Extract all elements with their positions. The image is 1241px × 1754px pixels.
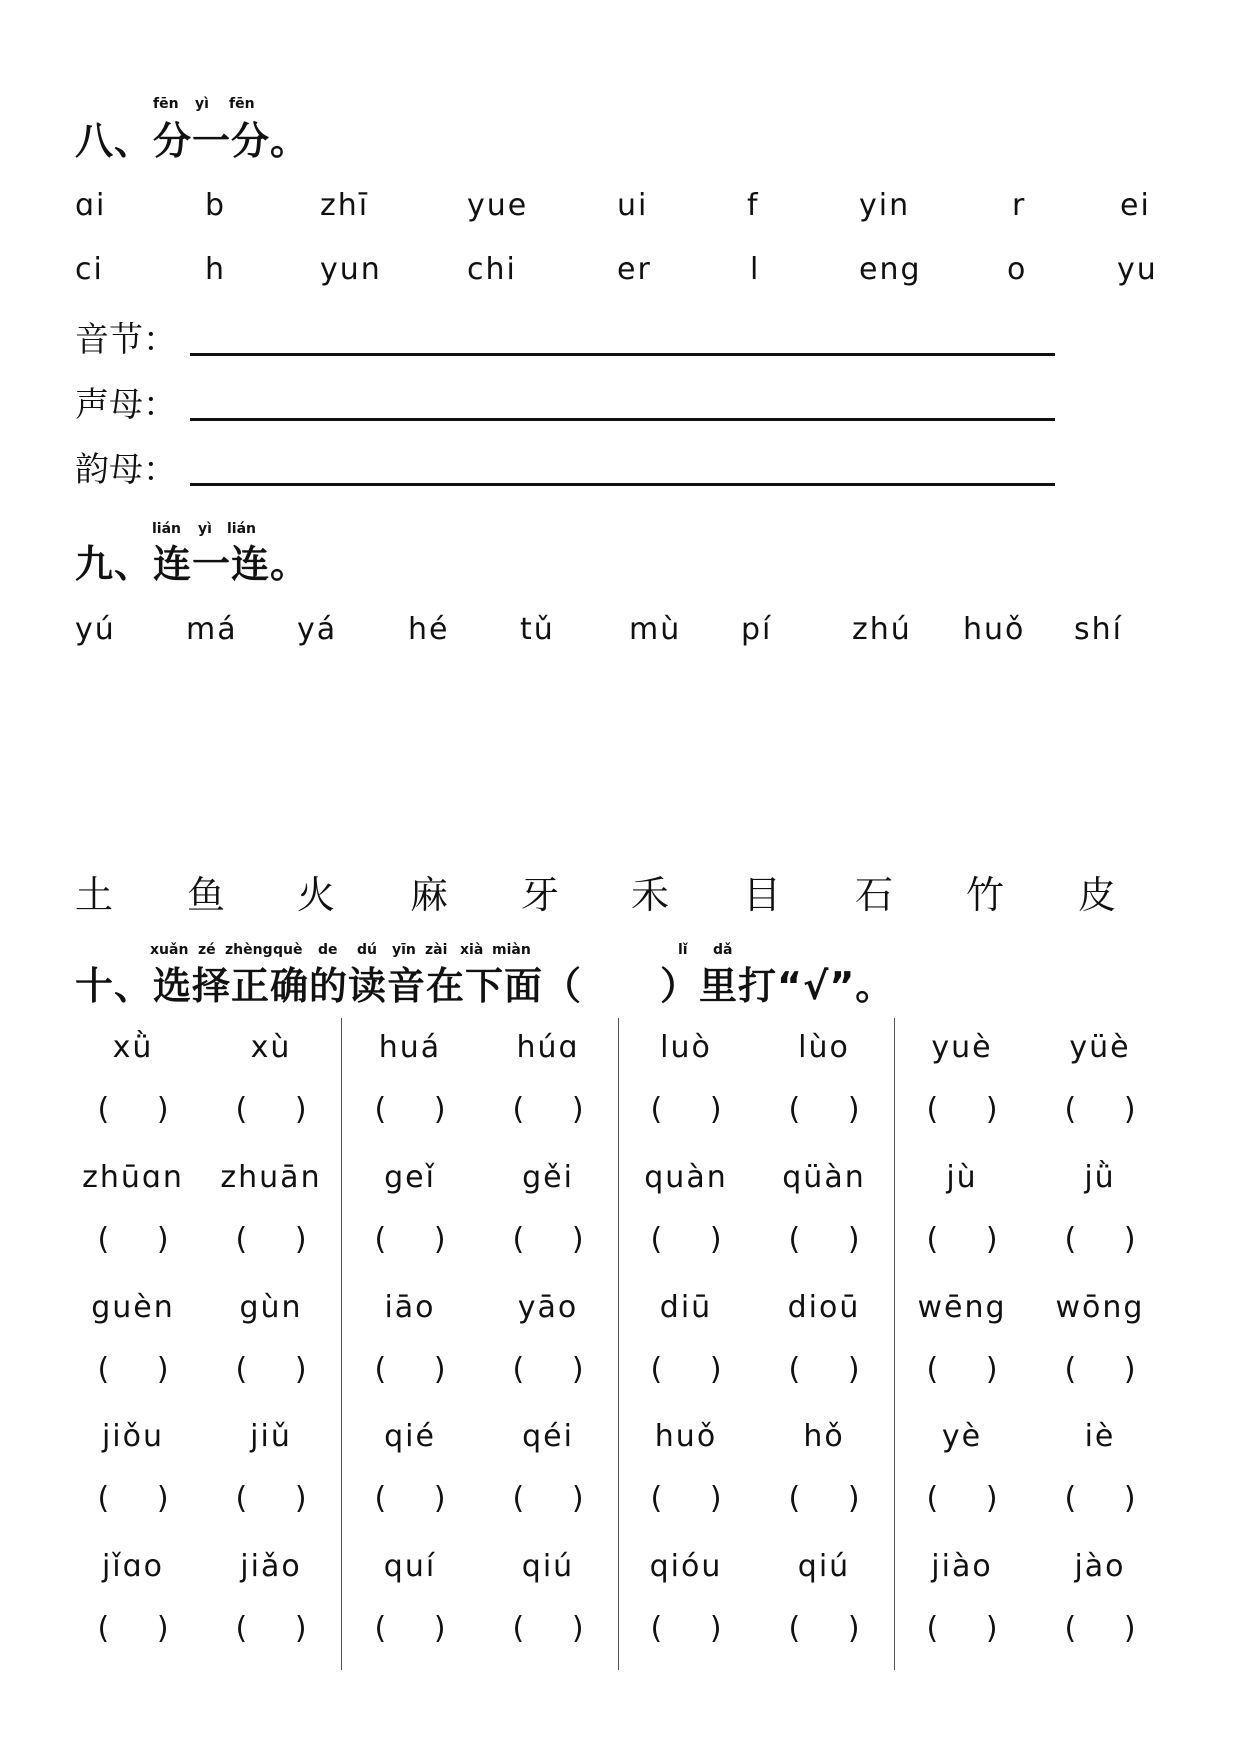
pinyin-item: yin (859, 188, 911, 223)
pinyin-label: lián (227, 521, 257, 537)
pinyin-label: fēn (153, 96, 179, 112)
pronunciation-option: geǐ (384, 1160, 436, 1195)
pronunciation-option: iāo (384, 1290, 436, 1325)
pronunciation-option: diū (659, 1290, 713, 1325)
section10-title: 十、选择正确的读音在下面（ ）里打“√”。 (75, 964, 895, 1008)
connect-syllable[interactable]: hé (408, 612, 450, 647)
connect-syllable[interactable]: shí (1074, 612, 1123, 647)
answer-parentheses[interactable]: ( ) (926, 1611, 998, 1646)
connect-character[interactable]: 石 (855, 873, 894, 917)
pinyin-label: yì (195, 96, 209, 112)
pinyin-label: xià (460, 942, 484, 958)
pronunciation-option: huá (378, 1030, 442, 1065)
pinyin-label: zhèng (225, 942, 273, 958)
answer-parentheses[interactable]: ( ) (235, 1481, 307, 1516)
pinyin-label: què (273, 942, 303, 958)
answer-parentheses[interactable]: ( ) (97, 1611, 169, 1646)
pronunciation-option: yuè (931, 1030, 993, 1065)
answer-parentheses[interactable]: ( ) (1064, 1481, 1136, 1516)
pronunciation-option: xǜ (112, 1030, 154, 1065)
pronunciation-option: zhuān (220, 1160, 322, 1195)
connect-syllable[interactable]: yá (297, 612, 338, 647)
pronunciation-option: jiǔ (250, 1419, 292, 1454)
answer-parentheses[interactable]: ( ) (788, 1611, 860, 1646)
pinyin-item: yue (467, 188, 529, 223)
pinyin-item: yun (320, 252, 382, 287)
pinyin-item: r (1012, 188, 1027, 223)
connect-character[interactable]: 禾 (631, 873, 670, 917)
label-final: 韵母： (75, 450, 177, 490)
pinyin-label: zài (425, 942, 448, 958)
section8-title: 八、分一分。 (75, 119, 310, 163)
answer-parentheses[interactable]: ( ) (926, 1092, 998, 1127)
pinyin-item: f (747, 188, 760, 223)
answer-parentheses[interactable]: ( ) (374, 1222, 446, 1257)
pronunciation-option: jào (1074, 1549, 1126, 1584)
answer-parentheses[interactable]: ( ) (235, 1352, 307, 1387)
pronunciation-option: jiào (931, 1549, 993, 1584)
pinyin-label: lǐ (678, 942, 688, 958)
pronunciation-option: húɑ (516, 1030, 580, 1065)
connect-syllable[interactable]: tǔ (520, 612, 555, 647)
answer-parentheses[interactable]: ( ) (788, 1222, 860, 1257)
answer-parentheses[interactable]: ( ) (650, 1611, 722, 1646)
answer-parentheses[interactable]: ( ) (926, 1222, 998, 1257)
pronunciation-option: guèn (91, 1290, 175, 1325)
answer-parentheses[interactable]: ( ) (926, 1481, 998, 1516)
answer-parentheses[interactable]: ( ) (788, 1481, 860, 1516)
pronunciation-option: jù (946, 1160, 978, 1195)
pronunciation-option: yüè (1069, 1030, 1131, 1065)
connect-characters (75, 864, 1185, 917)
pronunciation-option: qiú (521, 1549, 575, 1584)
pronunciation-option: quí (383, 1549, 437, 1584)
pronunciation-option: wōng (1055, 1290, 1145, 1325)
pinyin-item: b (205, 188, 227, 223)
pronunciation-option: gěi (522, 1160, 574, 1195)
pinyin-item: ui (617, 188, 649, 223)
connect-character[interactable]: 牙 (521, 873, 560, 917)
answer-parentheses[interactable]: ( ) (650, 1222, 722, 1257)
answer-parentheses[interactable]: ( ) (374, 1611, 446, 1646)
pronunciation-option: jiǒu (101, 1419, 165, 1454)
pinyin-item: er (617, 252, 652, 287)
pinyin-item: eng (859, 252, 922, 287)
answer-parentheses[interactable]: ( ) (1064, 1352, 1136, 1387)
pronunciation-option: xù (250, 1030, 292, 1065)
connect-syllable[interactable]: zhú (852, 612, 912, 647)
connect-syllable[interactable]: pí (741, 612, 773, 647)
connect-syllable[interactable]: huǒ (963, 612, 1026, 647)
pinyin-item: h (205, 252, 227, 287)
answer-line-final[interactable] (190, 483, 1055, 486)
pinyin-label: lián (152, 521, 182, 537)
pinyin-label: xuǎn (150, 942, 189, 958)
answer-parentheses[interactable]: ( ) (512, 1611, 584, 1646)
connect-character[interactable]: 皮 (1078, 873, 1117, 917)
pinyin-label: yì (198, 521, 212, 537)
pronunciation-option: hǒ (803, 1419, 845, 1454)
answer-parentheses[interactable]: ( ) (512, 1092, 584, 1127)
answer-parentheses[interactable]: ( ) (788, 1092, 860, 1127)
pronunciation-option: jǜ (1084, 1160, 1116, 1195)
pinyin-label: miàn (492, 942, 531, 958)
pinyin-item: zhī (320, 188, 370, 223)
answer-parentheses[interactable]: ( ) (512, 1352, 584, 1387)
connect-character[interactable]: 麻 (410, 873, 449, 917)
answer-parentheses[interactable]: ( ) (374, 1481, 446, 1516)
sort-row-2 (75, 252, 1185, 292)
answer-parentheses[interactable]: ( ) (97, 1481, 169, 1516)
pronunciation-option: qióu (649, 1549, 723, 1584)
pronunciation-option: qüàn (782, 1160, 866, 1195)
pinyin-item: ci (75, 252, 104, 287)
answer-parentheses[interactable]: ( ) (926, 1352, 998, 1387)
answer-parentheses[interactable]: ( ) (1064, 1611, 1136, 1646)
pronunciation-option: yè (941, 1419, 983, 1454)
pinyin-label: fēn (229, 96, 255, 112)
pinyin-item: l (750, 252, 761, 287)
pronunciation-option: gùn (239, 1290, 303, 1325)
pronunciation-option: lùo (798, 1030, 850, 1065)
connect-syllables (75, 612, 1185, 652)
answer-parentheses[interactable]: ( ) (650, 1092, 722, 1127)
connect-syllable[interactable]: má (186, 612, 238, 647)
connect-character[interactable]: 鱼 (187, 873, 226, 917)
answer-line-syllable[interactable] (190, 353, 1055, 356)
pronunciation-option: zhūɑn (82, 1160, 184, 1195)
pinyin-label: yīn (392, 942, 416, 958)
pronunciation-option: huǒ (654, 1419, 718, 1454)
answer-parentheses[interactable]: ( ) (1064, 1092, 1136, 1127)
pronunciation-option: qié (384, 1419, 436, 1454)
answer-parentheses[interactable]: ( ) (235, 1092, 307, 1127)
connect-syllable[interactable]: yú (75, 612, 116, 647)
answer-parentheses[interactable]: ( ) (235, 1222, 307, 1257)
pronunciation-option: yāo (517, 1290, 579, 1325)
answer-parentheses[interactable]: ( ) (97, 1352, 169, 1387)
pinyin-item: chi (467, 252, 517, 287)
pronunciation-option: wēng (917, 1290, 1007, 1325)
pinyin-item: ei (1120, 188, 1151, 223)
pinyin-item: yu (1117, 252, 1158, 287)
answer-parentheses[interactable]: ( ) (512, 1481, 584, 1516)
pronunciation-option: jǐɑo (101, 1549, 165, 1584)
answer-parentheses[interactable]: ( ) (1064, 1222, 1136, 1257)
pinyin-item: ɑi (75, 188, 107, 223)
answer-parentheses[interactable]: ( ) (512, 1222, 584, 1257)
connect-character[interactable]: 火 (297, 873, 336, 917)
answer-parentheses[interactable]: ( ) (97, 1092, 169, 1127)
answer-parentheses[interactable]: ( ) (97, 1222, 169, 1257)
connect-syllable[interactable]: mù (629, 612, 682, 647)
sort-row-1 (75, 188, 1185, 228)
answer-parentheses[interactable]: ( ) (788, 1352, 860, 1387)
pronunciation-option: quàn (644, 1160, 728, 1195)
pronunciation-option: jiǎo (240, 1549, 302, 1584)
pinyin-label: de (318, 942, 338, 958)
answer-line-initial[interactable] (190, 418, 1055, 421)
connect-character[interactable]: 目 (743, 873, 782, 917)
label-syllable: 音节： (75, 320, 177, 360)
pinyin-item: o (1007, 252, 1028, 287)
connect-character[interactable]: 竹 (966, 873, 1005, 917)
pinyin-label: zé (198, 942, 216, 958)
pronunciation-option: qiú (797, 1549, 851, 1584)
answer-parentheses[interactable]: ( ) (650, 1352, 722, 1387)
answer-parentheses[interactable]: ( ) (235, 1611, 307, 1646)
section9-title: 九、连一连。 (75, 542, 310, 586)
connect-character[interactable]: 土 (75, 873, 114, 917)
answer-parentheses[interactable]: ( ) (374, 1352, 446, 1387)
pronunciation-option: iè (1084, 1419, 1116, 1454)
pronunciation-option: dioū (787, 1290, 861, 1325)
answer-parentheses[interactable]: ( ) (374, 1092, 446, 1127)
pronunciation-option: qéi (522, 1419, 574, 1454)
label-initial: 声母： (75, 385, 177, 425)
pinyin-label: dú (357, 942, 377, 958)
answer-parentheses[interactable]: ( ) (650, 1481, 722, 1516)
pinyin-label: dǎ (713, 942, 733, 958)
pronunciation-option: luò (660, 1030, 712, 1065)
